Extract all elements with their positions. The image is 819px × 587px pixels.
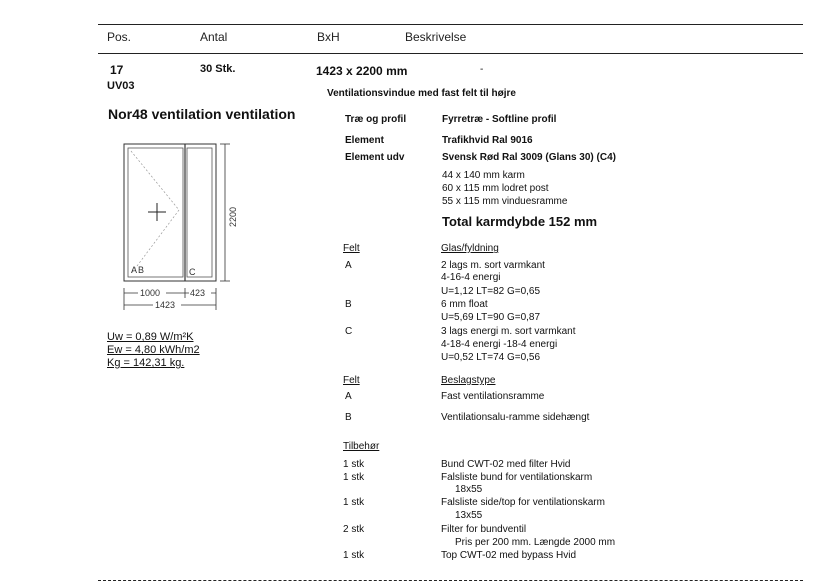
glass-c-line-1: 4-18-4 energi -18-4 energi	[441, 339, 558, 350]
accessory-desc-2-1: 13x55	[455, 510, 483, 521]
window-drawing	[105, 135, 245, 320]
item-code: UV03	[107, 80, 135, 92]
hardware-col-felt: Felt	[343, 375, 360, 386]
header-pos: Pos.	[107, 30, 132, 44]
accessory-desc-0-0: Bund CWT-02 med filter Hvid	[441, 459, 571, 470]
spec-value-2: Svensk Rød Ral 3009 (Glans 30) (C4)	[442, 152, 616, 163]
accessory-qty-3: 2 stk	[343, 524, 365, 535]
frame-line-1: 60 x 115 mm lodret post	[442, 183, 549, 194]
spec-label-0: Træ og profil	[345, 114, 407, 125]
accessory-qty-0: 1 stk	[343, 459, 365, 470]
glass-c-line-2: U=0,52 LT=74 G=0,56	[441, 352, 541, 363]
total-frame-depth: Total karmdybde 152 mm	[442, 214, 598, 229]
stat-kg: Kg = 142,31 kg.	[107, 357, 185, 369]
header-antal: Antal	[200, 30, 228, 44]
item-dot: -	[480, 64, 484, 75]
page-separator	[98, 580, 803, 581]
hardware-type-b: Ventilationsalu-ramme sidehængt	[441, 412, 590, 423]
spec-value-1: Trafikhvid Ral 9016	[442, 135, 533, 146]
window-frame	[124, 144, 216, 281]
accessory-qty-1: 1 stk	[343, 472, 365, 483]
accessory-qty-2: 1 stk	[343, 497, 365, 508]
field-label-a: A	[131, 265, 138, 275]
hardware-felt-a: A	[345, 391, 352, 402]
accessory-desc-3-0: Filter for bundventil	[441, 524, 527, 535]
header-bxh: BxH	[317, 30, 340, 44]
item-antal: 30 Stk.	[200, 63, 236, 75]
hardware-col-type: Beslagstype	[441, 375, 496, 386]
field-label-b: B	[138, 265, 145, 275]
spec-value-0: Fyrretræ - Softline profil	[442, 114, 557, 125]
accessory-desc-4-0: Top CWT-02 med bypass Hvid	[441, 550, 577, 561]
item-title: Nor48 ventilation ventilation	[108, 106, 296, 122]
accessory-desc-3-1: Pris per 200 mm. Længde 2000 mm	[455, 537, 616, 548]
glass-a-line-1: 4-16-4 energi	[441, 272, 501, 283]
stat-uw: Uw = 0,89 W/m²K	[107, 331, 194, 343]
accessory-desc-1-1: 18x55	[455, 484, 483, 495]
spec-label-2: Element udv	[345, 152, 405, 163]
glass-a-line-0: 2 lags m. sort varmkant	[441, 260, 545, 271]
frame-line-2: 55 x 115 mm vinduesramme	[442, 196, 568, 207]
glass-a-line-2: U=1,12 LT=82 G=0,65	[441, 286, 541, 297]
accessory-qty-4: 1 stk	[343, 550, 365, 561]
glass-felt-a: A	[345, 260, 352, 271]
glass-c-line-0: 3 lags energi m. sort varmkant	[441, 326, 576, 337]
glass-b-line-0: 6 mm float	[441, 299, 488, 310]
glass-col-felt: Felt	[343, 243, 360, 254]
accessory-desc-2-0: Falsliste side/top for ventilationskarm	[441, 497, 605, 508]
glass-felt-b: B	[345, 299, 352, 310]
spec-label-1: Element	[345, 135, 384, 146]
item-subtitle: Ventilationsvindue med fast felt til højre	[327, 88, 516, 99]
stat-ew: Ew = 4,80 kWh/m2	[107, 344, 200, 356]
glass-col-fyldning: Glas/fyldning	[441, 243, 499, 254]
item-dimensions: 1423 x 2200 mm	[316, 64, 408, 78]
width-left-dimension: 1000	[140, 288, 161, 298]
glass-felt-c: C	[345, 326, 353, 337]
glass-b-line-1: U=5,69 LT=90 G=0,87	[441, 312, 541, 323]
height-dimension: 2200	[228, 206, 238, 227]
item-pos: 17	[110, 63, 124, 77]
hardware-felt-b: B	[345, 412, 352, 423]
field-label-c: C	[189, 267, 196, 277]
hardware-type-a: Fast ventilationsramme	[441, 391, 545, 402]
accessories-title: Tilbehør	[343, 441, 380, 452]
frame-line-0: 44 x 140 mm karm	[442, 170, 525, 181]
accessory-desc-1-0: Falsliste bund for ventilationskarm	[441, 472, 593, 483]
width-right-dimension: 423	[190, 288, 206, 298]
width-total-dimension: 1423	[155, 300, 176, 310]
header-beskrivelse: Beskrivelse	[405, 30, 467, 44]
